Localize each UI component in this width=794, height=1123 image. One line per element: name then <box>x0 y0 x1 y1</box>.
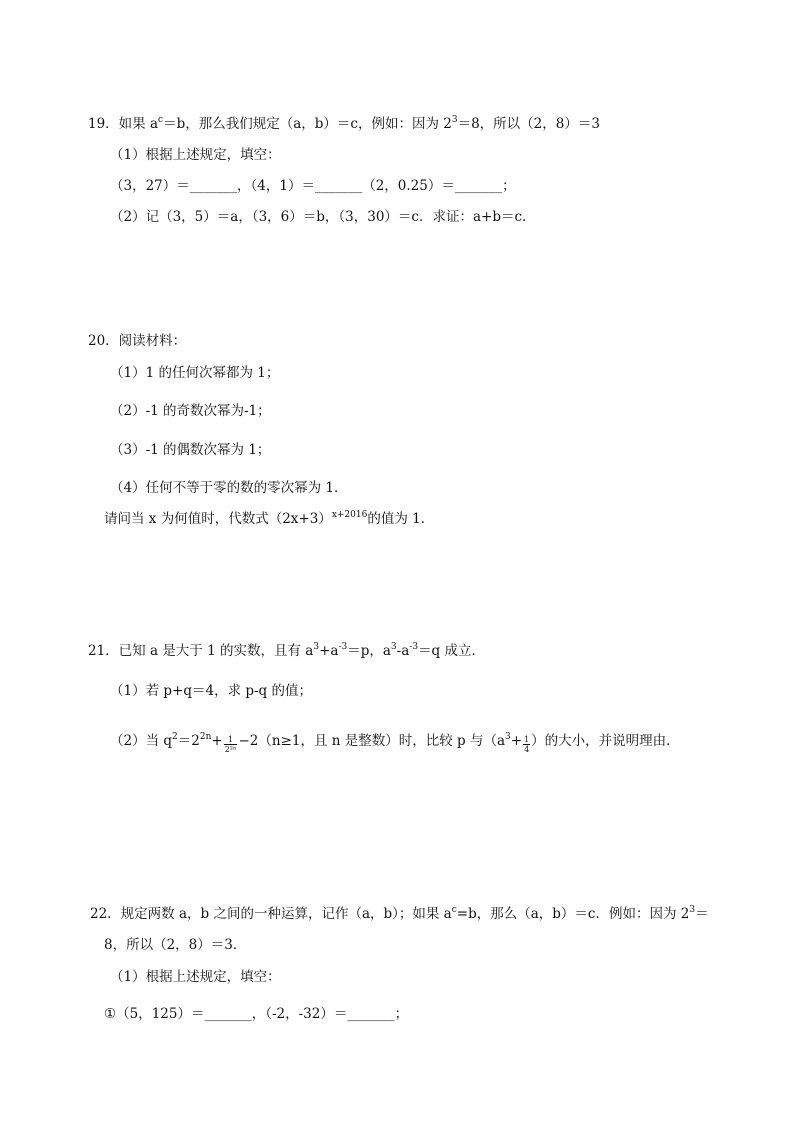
q22-title-c: ＝ <box>695 906 709 922</box>
q21-title-c: ＝p，a <box>347 643 391 659</box>
q20-question-a: 请问当 x 为何值时，代数式（2x+3） <box>104 511 332 527</box>
q19-fill: （3，27）＝_______，（4，1）＝_______（2，0.25）＝_______； <box>110 178 516 194</box>
q20-item3: （3）-1 的偶数次幂为 1； <box>110 442 271 458</box>
q20-question-b: 的值为 1． <box>367 511 435 527</box>
q21-part2-e: + <box>510 733 523 749</box>
q19-sup2: 3 <box>451 115 458 125</box>
q19-title-b: ＝b，那么我们规定（a，b）＝c，例如：因为 2 <box>163 116 452 132</box>
q22-sup2: 3 <box>689 905 696 915</box>
q21-fraction-2-den: 4 <box>524 745 530 754</box>
q21-title-d: -a <box>396 643 410 659</box>
q19-sup: c <box>158 115 164 125</box>
q21-part2 <box>110 732 680 754</box>
q19-title <box>88 115 600 133</box>
q20-sup: x+2016 <box>331 510 368 520</box>
q21-title-e: ＝q 成立． <box>418 643 485 659</box>
q20-item1: （1）1 的任何次幂都为 1； <box>110 365 280 381</box>
q21-part2-c: + <box>211 733 223 749</box>
q22-part1: （1）根据上述规定，填空： <box>110 969 281 985</box>
q21-sup2: -3 <box>338 642 348 652</box>
q21-sup1: 3 <box>313 642 320 652</box>
q21-part2-sup1: 2 <box>172 732 178 742</box>
q19-title-a: 19．如果 a <box>88 116 159 132</box>
q21-fraction-1-den: 2²ⁿ <box>224 745 237 754</box>
q22-title-a: 22．规定两数 a，b 之间的一种运算，记作（a，b）；如果 a <box>90 906 452 922</box>
q21-title <box>88 642 485 660</box>
q19-part2: （2）记（3，5）＝a，（3，6）＝b，（3，30）＝c．求证：a+b＝c． <box>110 209 536 225</box>
q19-part1: （1）根据上述规定，填空： <box>110 147 281 163</box>
q20-question <box>104 510 434 528</box>
q21-sup4: -3 <box>409 642 419 652</box>
q20-item2: （2）-1 的奇数次幂为-1； <box>110 403 271 419</box>
q21-title-a: 21．已知 a 是大于 1 的实数，且有 a <box>88 643 314 659</box>
q21-title-b: +a <box>319 643 339 659</box>
q22-sup: c <box>451 905 457 915</box>
q21-part2-b: ＝2 <box>177 733 200 749</box>
q22-title-cont: 8，所以（2，8）＝3． <box>104 937 247 953</box>
q21-part2-sup2: 2n <box>199 732 212 742</box>
q22-title <box>90 905 709 923</box>
q21-fraction-2 <box>523 735 530 754</box>
q21-part2-sup3: 3 <box>505 732 511 742</box>
q22-fill: ①（5，125）＝_______，（-2，-32）＝_______； <box>104 1006 409 1022</box>
q20-title: 20．阅读材料： <box>88 333 187 349</box>
q21-part1: （1）若 p+q＝4，求 p-q 的值； <box>110 683 312 699</box>
q21-fraction-2-num: 1 <box>524 735 530 744</box>
q20-item4: （4）任何不等于零的数的零次幂为 1． <box>110 480 348 496</box>
q22-title-b: =b，那么（a，b）＝c．例如：因为 2 <box>456 906 690 922</box>
q21-fraction-1-num: 1 <box>224 735 238 745</box>
q21-part2-a: （2）当 q <box>110 733 173 749</box>
q19-title-c: ＝8，所以（2，8）＝3 <box>457 116 600 132</box>
q21-part2-f: ）的大小，并说明理由． <box>531 733 680 749</box>
q21-part2-d: −2（n≥1，且 n 是整数）时，比较 p 与（a <box>238 733 506 749</box>
q21-fraction-1 <box>224 735 238 754</box>
q21-sup3: 3 <box>390 642 397 652</box>
